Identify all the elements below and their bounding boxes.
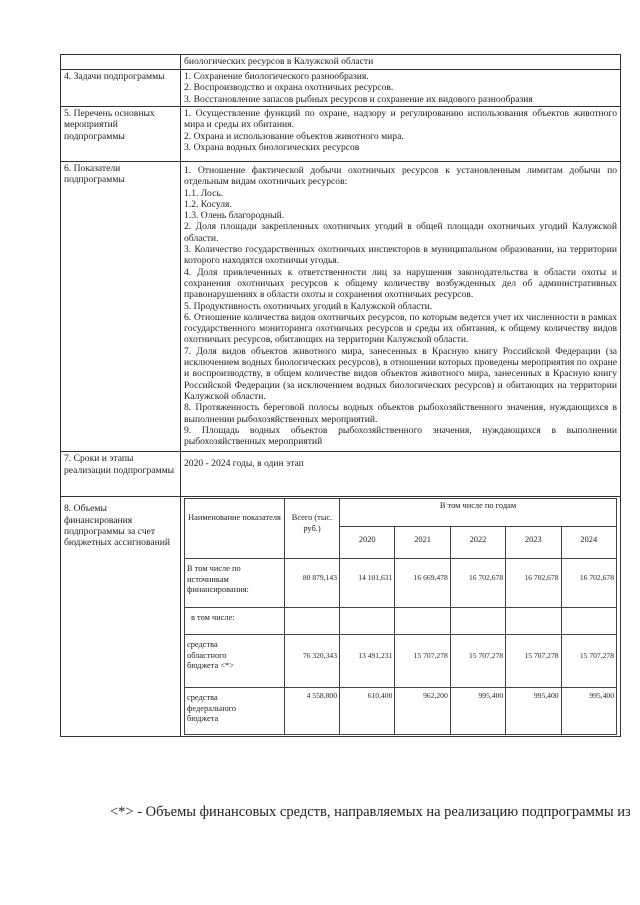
table-cell: 995,400 <box>450 688 505 735</box>
table-row-terms <box>61 452 621 497</box>
list-item: 1.1. Лось. <box>184 187 224 199</box>
table-cell: 16 669,478 <box>395 559 450 608</box>
table-row-continuation <box>61 55 621 70</box>
list-item: 1. Сохранение биологического разнообразия. <box>184 71 369 82</box>
table-cell: 15 707,278 <box>450 635 505 688</box>
row-content <box>181 162 621 452</box>
list-item: 2. Охрана и использование объектов животного мира. <box>184 130 404 142</box>
table-cell: 15 707,278 <box>506 635 561 688</box>
table-cell <box>395 608 450 635</box>
table-row-finance <box>61 497 621 737</box>
table-row <box>185 688 617 735</box>
list-item: 4. Доля привлеченных к ответственности лиц за нарушения законодательства в области охоты и сохранения охотничьих ресурсов к общему количеству возбужденных дел об административных правонарушениях в области охоты и сохранения охотничьих ресурсов. <box>184 266 617 301</box>
table-cell: 16 702,678 <box>561 559 616 608</box>
table-cell <box>340 608 395 635</box>
header-cell: Всего (тыс. руб.) <box>285 499 340 559</box>
table-cell: 962,200 <box>395 688 450 735</box>
header-cell: 2023 <box>506 527 561 559</box>
list-item: 1.3. Олень благородный. <box>184 210 285 222</box>
table-cell: 16 702,678 <box>506 559 561 608</box>
list-item: 9. Площадь водных объектов рыбохозяйственного значения, нуждающихся в выполнении рыбохозяйственных мероприятий <box>184 424 617 448</box>
row-content <box>181 497 621 737</box>
table-cell: 995,400 <box>506 688 561 735</box>
table-cell: 15 707,278 <box>561 635 616 688</box>
list-item: 8. Протяженность береговой полосы водных объектов рыбохозяйственного значения, нуждающихся в выполнении рыбохозяйственных мероприятий. <box>184 402 617 425</box>
list-item: 3. Восстановление запасов рыбных ресурсов и сохранение их видового разнообразия <box>184 93 533 105</box>
table-cell: 610,400 <box>340 688 395 735</box>
table-cell: средства федерального бюджета <box>185 688 285 735</box>
table-row-indicators <box>61 162 621 452</box>
row-content <box>181 70 621 107</box>
header-cell: 2024 <box>561 527 616 559</box>
table-row-tasks <box>61 70 621 107</box>
row-content: 2020 - 2024 годы, в один этап <box>181 452 621 497</box>
header-cell: 2020 <box>340 527 395 559</box>
table-cell <box>506 608 561 635</box>
table-cell: 14 101,631 <box>340 559 395 608</box>
header-cell: 2021 <box>395 527 450 559</box>
list-item: 2. Доля площади закрепленных охотничьих угодий в общей площади охотничьих угодий Калужской области. <box>184 221 617 244</box>
header-cell: В том числе по годам <box>340 499 617 527</box>
row-content <box>181 107 621 162</box>
row-label: 6. Показатели подпрограммы <box>61 162 181 452</box>
header-cell: 2022 <box>450 527 505 559</box>
row-label: 4. Задачи подпрограммы <box>61 70 181 107</box>
table-cell: 995,400 <box>561 688 616 735</box>
table-cell <box>285 608 340 635</box>
table-cell: 15 707,278 <box>395 635 450 688</box>
table-row <box>185 608 617 635</box>
list-item: 3. Количество государственных охотничьих инспекторов в муниципальном образовании, на территории которого находятся охотничьи угодья. <box>184 244 617 267</box>
list-item: 2. Воспроизводство и охрана охотничьих ресурсов. <box>184 82 394 94</box>
list-item: 1.2. Косуля. <box>184 198 232 210</box>
list-item: 6. Отношение количества видов охотничьих ресурсов, по которым ведется учет их численности в рамках государственного мониторинга охотничьих ресурсов и среды их обитания, к общему количеству видов охотничьих ресурсов, обитающих на территории Калужской области. <box>184 311 617 346</box>
table-row <box>185 559 617 608</box>
row-label-empty <box>61 55 181 70</box>
table-cell: средства областного бюджета <*> <box>185 635 285 688</box>
table-cell: 16 702,678 <box>450 559 505 608</box>
list-item: 5. Продуктивность охотничьих угодий в Калужской области. <box>184 300 433 312</box>
finance-header-row <box>185 499 617 527</box>
footnote: <*> - Объемы финансовых средств, направляемых на реализацию подпрограммы из <box>110 804 631 820</box>
table-row <box>185 635 617 688</box>
row-label: 7. Сроки и этапы реализации подпрограммы <box>61 452 181 497</box>
list-item: 7. Доля видов объектов животного мира, занесенных в Красную книгу Российской Федерации (за исключением водных биологических ресурсов), в отношении которых проведены мероприятия по охране и воспроизводству, в общем количестве видов объектов животного мира, занесенных в Красную книгу Российской Федерации (за исключением водных биологических ресурсов) и обитающих на территории Калужской области. <box>184 345 617 402</box>
table-cell <box>561 608 616 635</box>
row-label: 8. Объемы финансирования подпрограммы за счет бюджетных ассигнований <box>61 497 181 737</box>
row-content: биологических ресурсов в Калужской области <box>181 55 621 70</box>
row-label: 5. Перечень основных мероприятий подпрограммы <box>61 107 181 162</box>
table-cell: 13 491,231 <box>340 635 395 688</box>
table-cell: в том числе: <box>185 608 285 635</box>
finance-table <box>184 498 617 735</box>
table-row-measures <box>61 107 621 162</box>
passport-table <box>60 54 621 737</box>
list-item: 1. Отношение фактической добычи охотничьих ресурсов к установленным лимитам добычи по отдельным видам охотничьих ресурсов: <box>184 165 617 188</box>
table-cell: 80 879,143 <box>285 559 340 608</box>
table-cell <box>450 608 505 635</box>
table-cell: 76 320,343 <box>285 635 340 688</box>
table-cell: 4 558,800 <box>285 688 340 735</box>
list-item: 1. Осуществление функций по охране, надзору и регулированию использования объектов животного мира и среды их обитания. <box>184 108 617 131</box>
list-item: 3. Охрана водных биологических ресурсов <box>184 141 360 153</box>
table-cell: В том числе по источникам финансирования: <box>185 559 285 608</box>
header-cell: Наименование показателя <box>185 499 285 559</box>
